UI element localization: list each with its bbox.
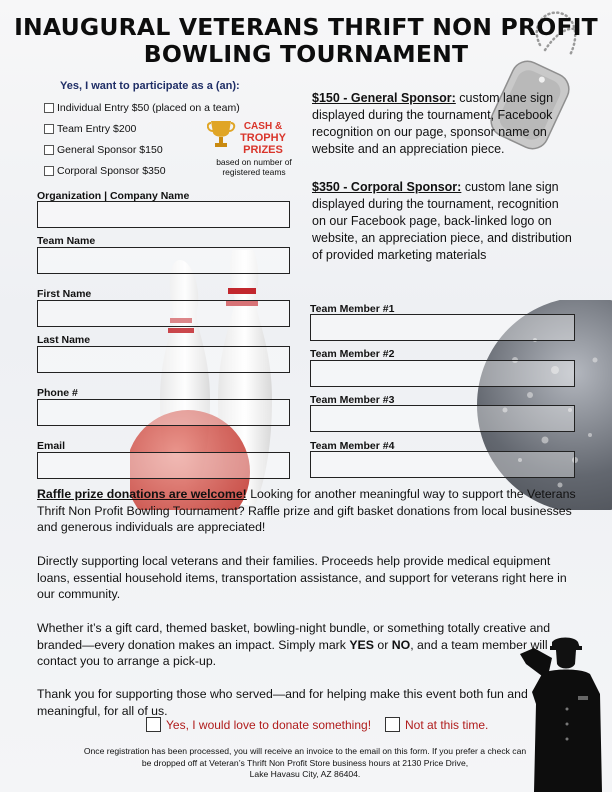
team-member-4-field[interactable] — [310, 451, 575, 478]
raffle-text: Looking for another meaningful way to support the Veterans Thrift Non Profit Bowling Tournament? Raffle prize and gift basket donations from local businesses and generous individuals are appreciated! — [37, 487, 576, 534]
general-sponsor-heading: $150 - General Sponsor: — [312, 91, 456, 105]
participate-heading: Yes, I want to participate as a (an): — [60, 80, 240, 92]
first-name-field[interactable] — [37, 300, 290, 327]
option-label: Corporal Sponsor $350 — [57, 165, 166, 177]
option-label: Team Entry $200 — [57, 123, 137, 135]
checkbox[interactable] — [44, 124, 54, 134]
footer-note — [30, 746, 580, 781]
general-sponsor-text: custom lane sign displayed during the tournament, Facebook recognition on our page, sponsor name on website and an appreciation piece. — [312, 91, 554, 156]
option-team[interactable] — [44, 123, 136, 135]
corporal-sponsor-description — [312, 179, 574, 264]
team-member-4-label: Team Member #4 — [310, 440, 395, 452]
last-name-label: Last Name — [37, 334, 91, 346]
thanks-paragraph: Thank you for supporting those who served—and for helping make this event both fun and meaningful, for all of us. — [37, 687, 528, 718]
checkbox[interactable] — [44, 166, 54, 176]
gift-yes: YES — [349, 637, 374, 652]
gift-paragraph — [37, 620, 577, 670]
raffle-paragraph — [37, 486, 577, 536]
donate-no-option[interactable] — [385, 717, 488, 732]
organization-field[interactable] — [37, 201, 290, 228]
team-member-3-field[interactable] — [310, 405, 575, 432]
option-label: Individual Entry $50 (placed on a team) — [57, 102, 240, 114]
support-paragraph: Directly supporting local veterans and their families. Proceeds help provide medical equipment loans, essential household items, transportation assistance, and support for veterans right here in our community. — [37, 554, 567, 601]
team-member-2-field[interactable] — [310, 360, 575, 387]
cash-trophy-prizes-badge — [207, 118, 291, 156]
donate-yes-checkbox[interactable] — [146, 717, 161, 732]
footer-line-2: be dropped off at Veteran’s Thrift Non Profit Store business hours at 2130 Price Drive, — [141, 757, 469, 768]
checkbox[interactable] — [44, 103, 54, 113]
footer-line-1: Once registration has been processed, you will receive an invoice to the email on this form. If you prefer a check can — [83, 746, 527, 756]
corporal-sponsor-text: custom lane sign displayed during the tournament, recognition on our Facebook page, back-linked logo on website, an appreciation piece, and distribution of provided marketing materials — [312, 180, 572, 262]
title-line-1: INAUGURAL VETERANS THRIFT NON PROFIT — [14, 13, 598, 41]
gift-or: or — [373, 637, 392, 652]
phone-label: Phone # — [37, 387, 78, 399]
general-sponsor-description — [312, 90, 574, 158]
corporal-sponsor-heading: $350 - Corporal Sponsor: — [312, 180, 462, 194]
option-general-sponsor[interactable] — [44, 144, 163, 156]
prize-line-1: CASH & — [243, 121, 283, 132]
prize-line-3: PRIZES — [243, 144, 283, 156]
gift-no: NO — [391, 637, 411, 652]
option-corporal-sponsor[interactable] — [44, 165, 166, 177]
checkbox[interactable] — [44, 145, 54, 155]
option-label: General Sponsor $150 — [57, 144, 163, 156]
footer-line-3: Lake Havasu City, AZ 86404. — [249, 769, 361, 779]
prize-note-line-1: based on number of — [216, 157, 292, 167]
team-name-field[interactable] — [37, 247, 290, 274]
gift-text-before: Whether it’s a gift card, themed basket, bowling-night bundle, or something totally creative and branded—every donation makes an impact. Simply mark — [37, 621, 551, 652]
team-member-1-field[interactable] — [310, 314, 575, 341]
team-name-label: Team Name — [37, 235, 96, 247]
team-member-1-label: Team Member #1 — [310, 303, 395, 315]
donate-no-label: Not at this time. — [405, 717, 489, 732]
raffle-heading: Raffle prize donations are welcome! — [37, 487, 247, 501]
email-label: Email — [37, 440, 66, 452]
prize-note-line-2: registered teams — [222, 167, 286, 177]
team-member-3-label: Team Member #3 — [310, 394, 395, 406]
gift-text-after: , and a team member will contact you to arrange a pick-up. — [37, 637, 548, 668]
trophy-icon — [208, 121, 234, 147]
prize-line-2: TROPHY — [240, 132, 286, 144]
page-title — [0, 14, 612, 68]
phone-field[interactable] — [37, 399, 290, 426]
last-name-field[interactable] — [37, 346, 290, 373]
option-individual[interactable] — [44, 102, 240, 114]
email-field[interactable] — [37, 452, 290, 479]
organization-label: Organization | Company Name — [37, 190, 190, 202]
prize-note — [205, 157, 303, 177]
title-line-2: BOWLING TOURNAMENT — [143, 40, 469, 68]
donate-yes-option[interactable] — [146, 717, 371, 732]
first-name-label: First Name — [37, 288, 92, 300]
donate-no-checkbox[interactable] — [385, 717, 400, 732]
team-member-2-label: Team Member #2 — [310, 348, 395, 360]
donate-yes-label: Yes, I would love to donate something! — [166, 717, 372, 732]
